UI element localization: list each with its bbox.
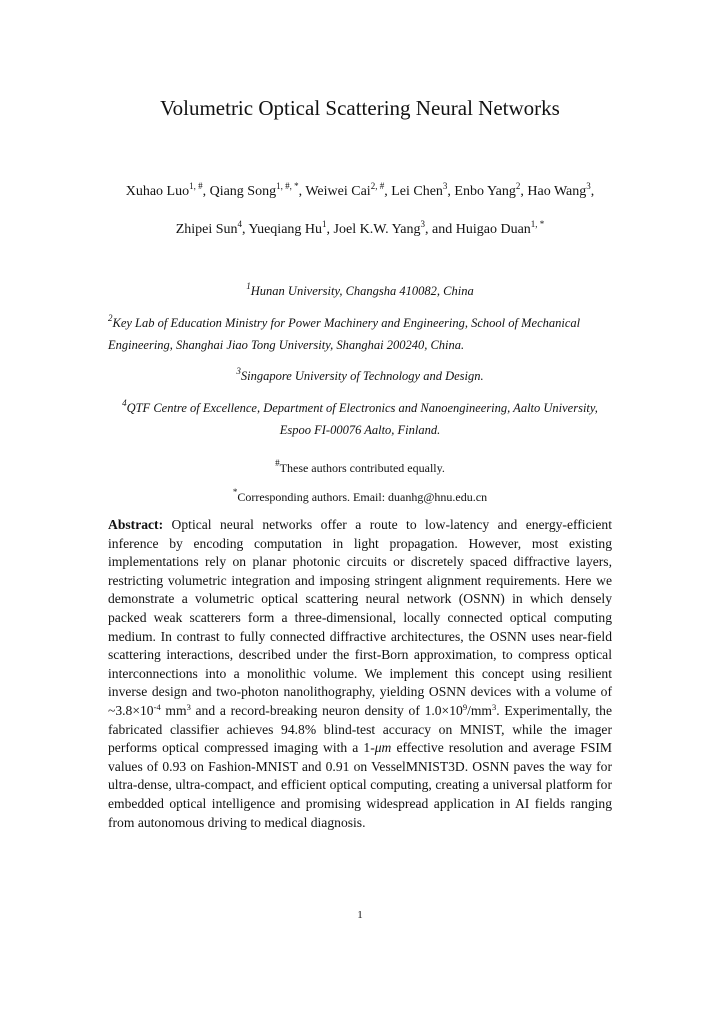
author-name: Huigao Duan bbox=[455, 222, 531, 237]
abstract-label: Abstract: bbox=[108, 517, 164, 532]
author-line-2 bbox=[0, 220, 720, 240]
abstract-exponent: -4 bbox=[153, 701, 161, 712]
author-separator: , bbox=[242, 222, 249, 237]
author-marks: 3 bbox=[442, 181, 448, 191]
affiliation-mark: 3 bbox=[236, 366, 241, 376]
author-marks: 1, # bbox=[189, 181, 203, 191]
author-separator: , bbox=[202, 184, 210, 199]
author-separator: , and bbox=[425, 222, 456, 237]
note-mark: # bbox=[275, 458, 280, 468]
abstract-text: . Experimentally, the fabricated classifier achieves 94.8% blind-test accuracy on MNIST, while the imager performs optical compressed imaging with a 1- bbox=[108, 702, 613, 756]
affiliation-mark: 4 bbox=[122, 398, 127, 408]
abstract-text: effective resolution and average FSIM values of 0.93 on Fashion-MNIST and 0.91 on VesselMNIST3D. OSNN paves the way for ultra-dense, ultra-compact, and efficient optical computing, creating a universal platform for embedded optical intelligence and promising widespread application in AI fields ranging from autonomous driving to medical diagnosis. bbox=[108, 740, 612, 830]
author-marks: 3 bbox=[420, 219, 426, 229]
author-name: Xuhao Luo bbox=[125, 184, 190, 199]
author-name: Yueqiang Hu bbox=[248, 222, 323, 237]
affiliation-text: Singapore University of Technology and Design. bbox=[240, 369, 484, 383]
author-name: Joel K.W. Yang bbox=[333, 222, 421, 237]
affiliation-1 bbox=[108, 280, 612, 302]
note-mark: * bbox=[232, 487, 238, 497]
author-marks: 1, #, * bbox=[276, 181, 299, 191]
affiliation-mark: 2 bbox=[108, 313, 113, 323]
affiliation-text: QTF Centre of Excellence, Department of Electronics and Nanoengineering, Aalto University, Espoo FI-00076 Aalto, Finland. bbox=[126, 401, 598, 437]
author-marks: 3 bbox=[586, 181, 591, 191]
page-number: 1 bbox=[357, 909, 363, 921]
author-separator: , bbox=[298, 184, 306, 199]
author-name: Hao Wang bbox=[527, 184, 587, 199]
abstract-paragraph bbox=[108, 516, 612, 832]
author-name: Qiang Song bbox=[209, 184, 277, 199]
author-name: Weiwei Cai bbox=[305, 184, 371, 199]
affiliation-mark: 1 bbox=[246, 281, 251, 291]
author-separator: , bbox=[520, 184, 528, 199]
note-text: These authors contributed equally. bbox=[279, 461, 445, 475]
author-name: Lei Chen bbox=[391, 184, 443, 199]
abstract-unit: μm bbox=[374, 740, 392, 756]
affiliation-text: Hunan University, Changsha 410082, China bbox=[250, 284, 474, 298]
note-text: Corresponding authors. Email: duanhg@hnu.edu.cn bbox=[237, 490, 488, 504]
author-line-1 bbox=[0, 182, 720, 202]
abstract-text: /mm bbox=[467, 702, 493, 718]
abstract-exponent: 9 bbox=[462, 701, 468, 712]
equal-contribution-note bbox=[108, 459, 612, 477]
author-separator: , bbox=[447, 184, 455, 199]
author-marks: 2, # bbox=[370, 181, 385, 191]
author-marks: 1, * bbox=[530, 219, 545, 229]
abstract-text: and a record-breaking neuron density of 1.0×10 bbox=[190, 702, 463, 718]
author-separator: , bbox=[326, 222, 334, 237]
abstract-exponent: 3 bbox=[186, 701, 191, 712]
affiliation-text: Key Lab of Education Ministry for Power Machinery and Engineering, School of Mechanical Engineering, Shanghai Jiao Tong University, Shanghai 200240, China. bbox=[108, 316, 581, 352]
author-marks: 1 bbox=[322, 219, 327, 229]
affiliation-2 bbox=[108, 312, 612, 356]
author-marks: 4 bbox=[237, 219, 243, 229]
abstract-text: mm bbox=[160, 702, 187, 718]
author-marks: 2 bbox=[515, 181, 521, 191]
affiliation-3 bbox=[108, 365, 612, 387]
author-name: Zhipei Sun bbox=[175, 222, 238, 237]
author-separator: , bbox=[590, 184, 595, 199]
author-separator: , bbox=[384, 184, 392, 199]
abstract-text: Optical neural networks offer a route to low-latency and energy-efficient inference by encoding computation in light propagation. However, most existing implementations rely on planar photonic circuits or discretely spaced diffractive layers, restricting volumetric integration and imposing stringent alignment requirements. Here we demonstrate a volumetric optical scattering neural network (OSNN) in which densely packed weak scatterers form a three-dimensional, locally connected optical computing medium. In contrast to fully connected diffractive architectures, the OSNN uses near-field scattering interactions, described under the first-Born approximation, to compress optical interconnections into a monolithic volume. We implement this concept using resilient inverse design and two-photon nanolithography, yielding OSNN devices with a volume of ~3.8×10 bbox=[108, 517, 612, 718]
abstract-exponent: 3 bbox=[492, 701, 497, 712]
affiliation-4 bbox=[108, 397, 612, 441]
corresponding-author-note bbox=[108, 488, 612, 506]
paper-title: Volumetric Optical Scattering Neural Networks bbox=[160, 96, 560, 120]
author-name: Enbo Yang bbox=[454, 184, 516, 199]
